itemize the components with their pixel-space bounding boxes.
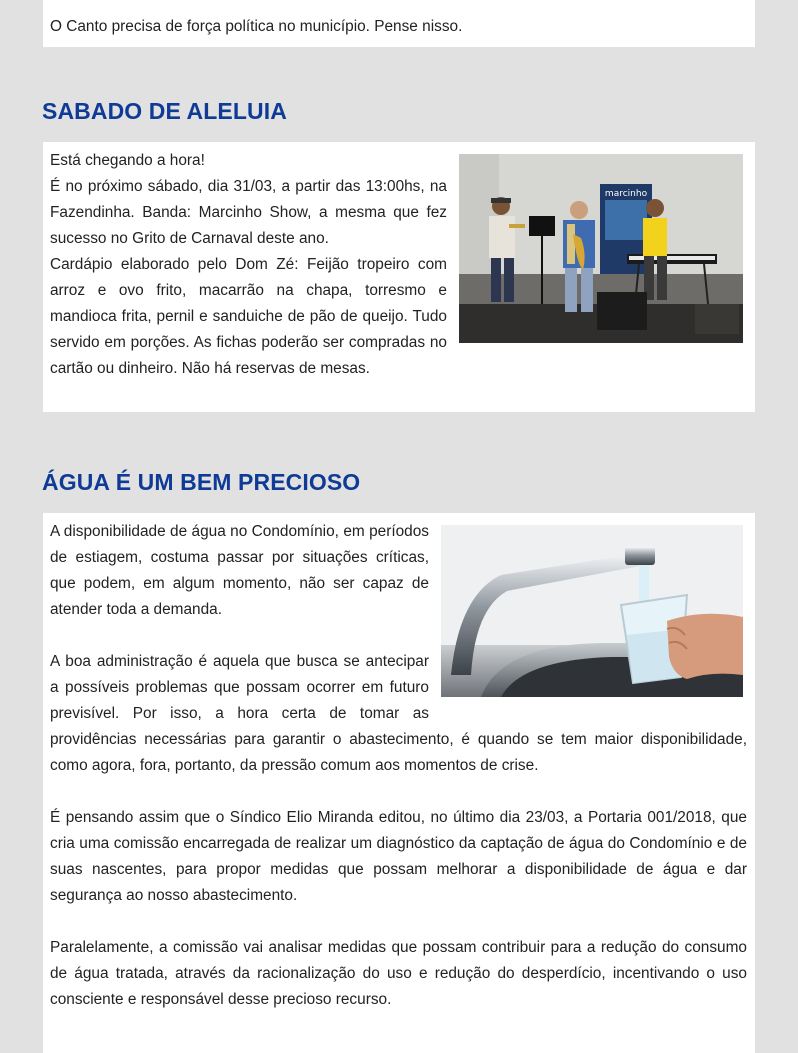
faucet-photo: [441, 525, 743, 697]
agua-article: [43, 513, 755, 1053]
sabado-paragraph-1: Está chegando a hora!: [50, 152, 205, 169]
paragraph-spacer: [50, 779, 747, 805]
sabado-paragraph-3: Cardápio elaborado pelo Dom Zé: Feijão tropeiro com arroz e ovo frito, macarrão na chapa, torresmo e mandioca frita, pernil e sanduiche de pão de queijo. Tudo servido em porções. As fichas poderão ser compradas no cartão ou dinheiro. Não há reservas de mesas.: [50, 256, 447, 377]
sabado-article: [43, 142, 755, 412]
band-photo-illustration: [459, 154, 743, 343]
photo-banner-text: marcinho: [604, 189, 648, 199]
agua-paragraph-4: Paralelamente, a comissão vai analisar medidas que possam contribuir para a redução do consumo de água tratada, através da racionalização do uso e redução do desperdício, incentivando o uso consciente e responsável desse precioso recurso.: [50, 939, 747, 1008]
content-column: [42, 0, 756, 1008]
band-photo: [459, 154, 743, 343]
agua-heading: ÁGUA É UM BEM PRECIOSO: [42, 469, 361, 495]
intro-box: [43, 0, 755, 47]
agua-paragraph-3: É pensando assim que o Síndico Elio Miranda editou, no último dia 23/03, a Portaria 001/2018, que cria uma comissão encarregada de realizar um diagnóstico da captação de água do Condomínio e de suas nascentes, para propor medidas que possam melhorar a disponibilidade de água e dar segurança ao nosso abastecimento.: [50, 809, 747, 904]
agua-paragraph-2: A boa administração é aquela que busca se antecipar a possíveis problemas que possam ocorrer em futuro previsível. Por isso, a hora certa de tomar as providências necessárias para garantir o abastecimento, é quando se tem maior disponibilidade, como agora, fora, portanto, da pressão comum aos momentos de crise.: [50, 653, 747, 774]
intro-text: O Canto precisa de força política no município. Pense nisso.: [50, 18, 463, 35]
agua-paragraph-1: A disponibilidade de água no Condomínio, em períodos de estiagem, costuma passar por situações críticas, que podem, em algum momento, não ser capaz de atender toda a demanda.: [50, 523, 429, 618]
faucet-photo-illustration: [441, 525, 743, 697]
sabado-paragraph-2: É no próximo sábado, dia 31/03, a partir das 13:00hs, na Fazendinha. Banda: Marcinho Show, a mesma que fez sucesso no Grito de Carnaval deste ano.: [50, 178, 447, 247]
sabado-heading: SABADO DE ALELUIA: [42, 98, 287, 124]
paragraph-spacer: [50, 909, 747, 935]
